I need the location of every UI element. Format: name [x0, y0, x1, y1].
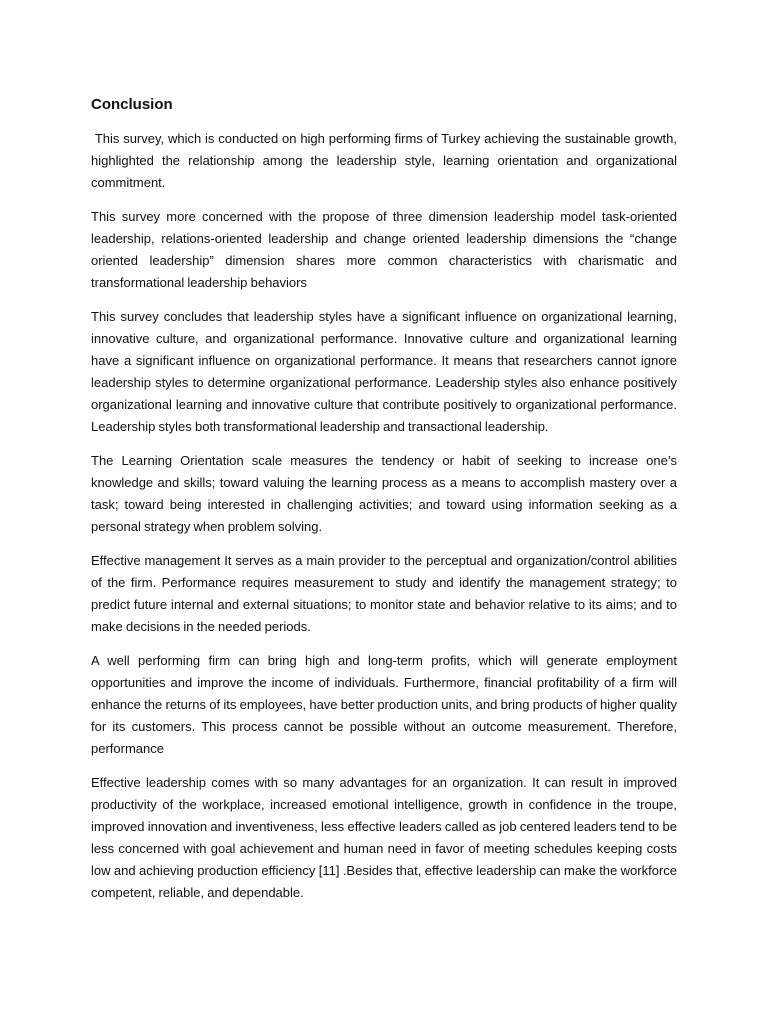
- paragraph-2: This survey more concerned with the propose of three dimension leadership model task-oriented leadership, relations-oriented leadership and change oriented leadership dimensions the “change oriented leadership” dimension shares more common characteristics with charismatic and transformational leadership behaviors: [91, 209, 677, 290]
- paragraph-7: Effective leadership comes with so many advantages for an organization. It can result in improved productivity of the workplace, increased emotional intelligence, growth in confidence in the troupe, improved innovation and inventiveness, less effective leaders called as job centered leaders tend to be less concerned with goal achievement and human need in favor of meeting schedules keeping costs low and achieving production efficiency [11] .Besides that, effective leadership can make the workforce competent, reliable, and dependable.: [91, 775, 677, 900]
- paragraph-1: This survey, which is conducted on high performing firms of Turkey achieving the sustainable growth, highlighted the relationship among the leadership style, learning orientation and organizational commitment.: [91, 131, 681, 190]
- document-page: [91, 96, 681, 916]
- paragraph-4: The Learning Orientation scale measures the tendency or habit of seeking to increase one’s knowledge and skills; toward valuing the learning process as a means to accomplish mastery over a task; toward being interested in challenging activities; and toward using information seeking as a personal strategy when problem solving.: [91, 453, 677, 534]
- section-heading: Conclusion: [91, 96, 173, 113]
- paragraph-5: Effective management It serves as a main provider to the perceptual and organization/control abilities of the firm. Performance requires measurement to study and identify the management strategy; to predict future internal and external situations; to monitor state and behavior relative to its aims; and to make decisions in the needed periods.: [91, 553, 677, 634]
- paragraph-3: This survey concludes that leadership styles have a significant influence on organizational learning, innovative culture, and organizational performance. Innovative culture and organizational learning have a significant influence on organizational performance. It means that researchers cannot ignore leadership styles to determine organizational performance. Leadership styles also enhance positively organizational learning and innovative culture that contribute positively to organizational performance. Leadership styles both transformational leadership and transactional leadership.: [91, 309, 677, 434]
- paragraph-6: A well performing firm can bring high and long-term profits, which will generate employment opportunities and improve the income of individuals. Furthermore, financial profitability of a firm will enhance the returns of its employees, have better production units, and bring products of higher quality for its customers. This process cannot be possible without an outcome measurement. Therefore, performance: [91, 653, 677, 756]
